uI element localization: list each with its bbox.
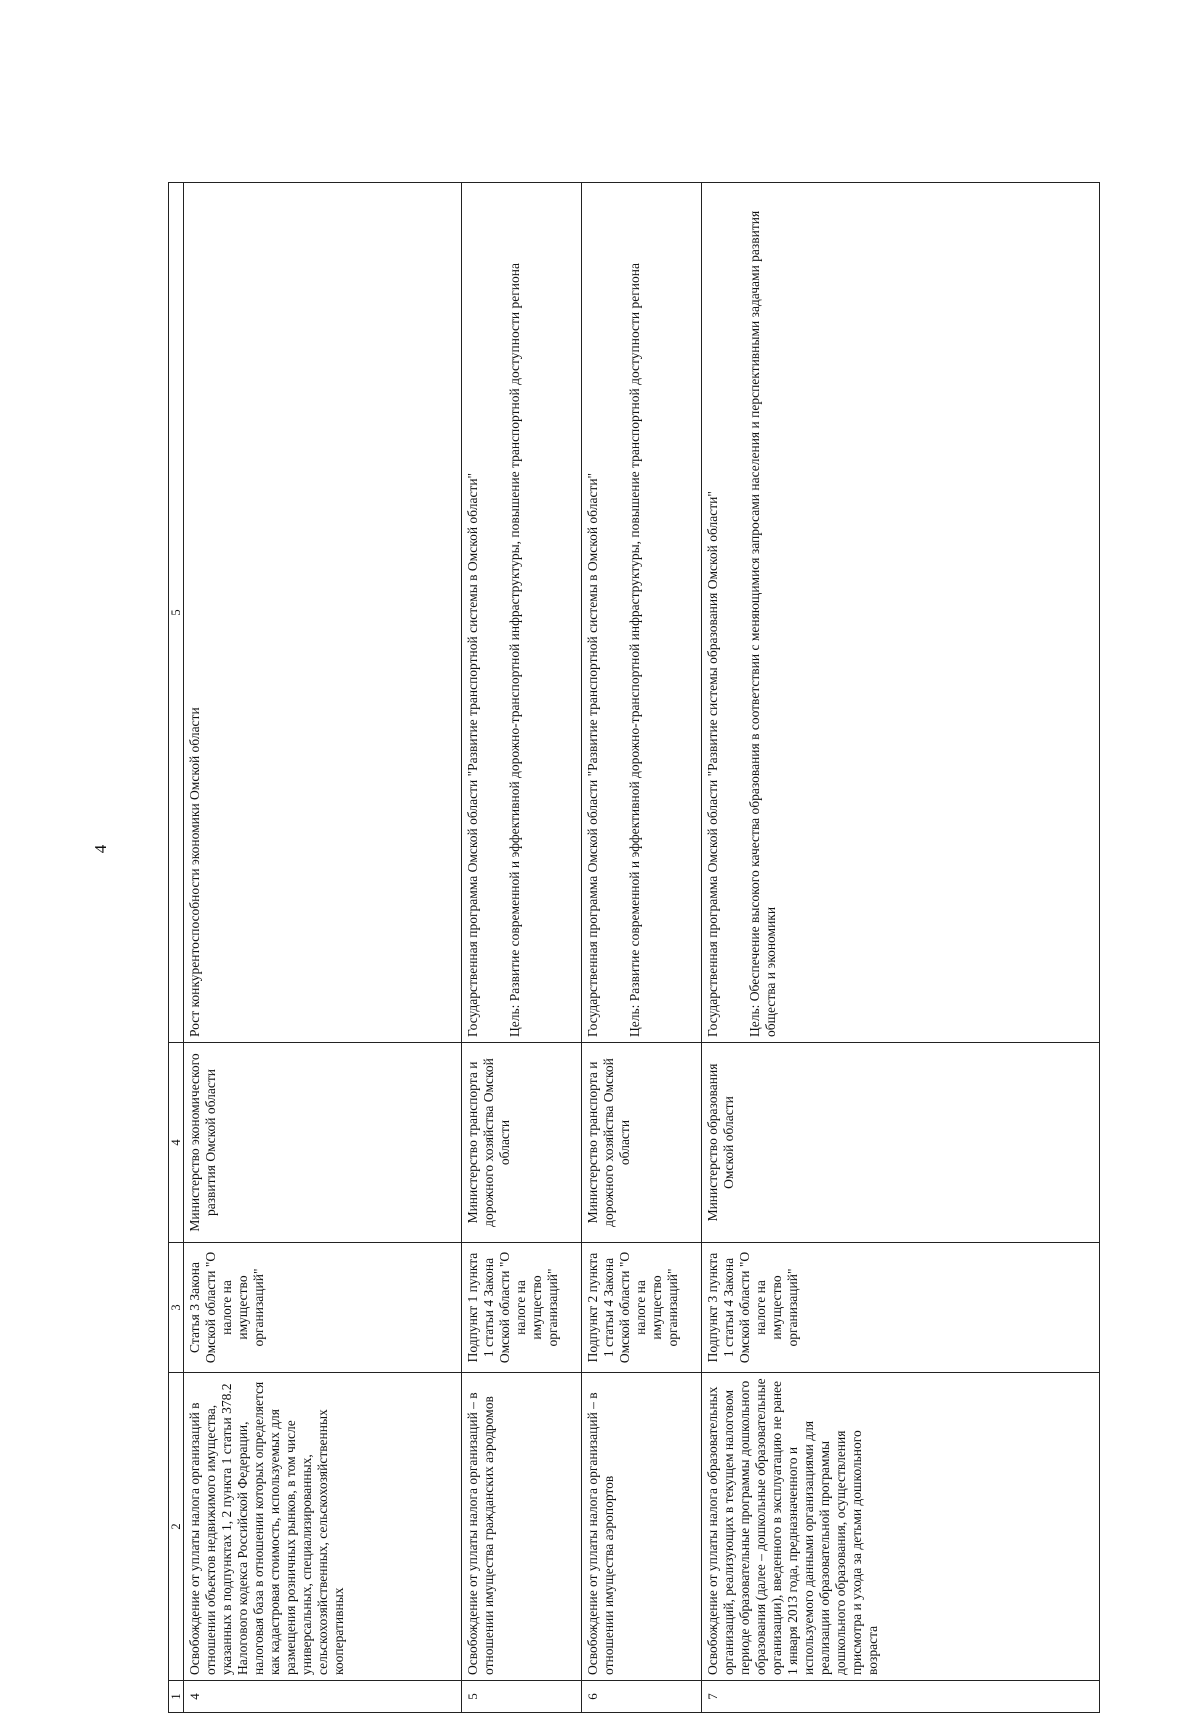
header-cell-5: 5	[169, 183, 184, 1043]
row-number: 4	[184, 1681, 462, 1713]
legal-basis: Подпункт 3 пункта 1 статьи 4 Закона Омской области "О налоге на имущество организаций"	[702, 1243, 1100, 1373]
row-number: 5	[462, 1681, 582, 1713]
tax-benefits-table	[168, 183, 1100, 1713]
row-number: 6	[582, 1681, 702, 1713]
legal-basis: Статья 3 Закона Омской области "О налоге на имущество организаций"	[184, 1243, 462, 1373]
header-cell-2: 2	[169, 1373, 184, 1681]
program-title: Государственная программа Омской области "Развитие транспортной системы в Омской области"	[585, 472, 600, 1037]
header-cell-4: 4	[169, 1043, 184, 1243]
program-goal: Цель: Обеспечение высокого качества образования в соответствии с меняющимися запросами населения и перспективными задачами развития общества и экономики	[747, 210, 778, 1037]
curator: Министерство экономического развития Омской области	[184, 1043, 462, 1243]
goal-cell	[582, 183, 702, 1043]
table-row	[462, 183, 582, 1713]
goal-cell	[462, 183, 582, 1043]
program-goal: Цель: Развитие современной и эффективной дорожно-транспортной инфраструктуры, повышение транспортной доступности региона	[507, 263, 522, 1037]
row-number: 7	[702, 1681, 1100, 1713]
program-goal: Цель: Развитие современной и эффективной дорожно-транспортной инфраструктуры, повышение транспортной доступности региона	[627, 263, 642, 1037]
table-header-row	[169, 183, 184, 1713]
benefit-description: Освобождение от уплаты налога организаций – в отношении имущества аэропортов	[582, 1373, 702, 1681]
benefit-description: Освобождение от уплаты налога организаций в отношении объектов недвижимого имущества, указанных в подпунктах 1, 2 пункта 1 статьи 378.2 Налогового кодекса Российской Федерации, налоговая база в отношении которых определяется как кадастровая стоимость, используемых для размещения розничных рынков, в том числе универсальных, специализированных, сельскохозяйственных, сельскохозяйственных кооперативных	[184, 1373, 462, 1681]
curator: Министерство транспорта и дорожного хозяйства Омской области	[462, 1043, 582, 1243]
page-number: 4	[91, 844, 110, 854]
legal-basis: Подпункт 1 пункта 1 статьи 4 Закона Омской области "О налоге на имущество организаций"	[462, 1243, 582, 1373]
benefit-description: Освобождение от уплаты налога организаций – в отношении имущества гражданских аэродромов	[462, 1373, 582, 1681]
table-row	[184, 183, 462, 1713]
program-title: Государственная программа Омской области "Развитие системы образования Омской области"	[705, 491, 720, 1037]
program-title: Государственная программа Омской области "Развитие транспортной системы в Омской области"	[465, 472, 480, 1037]
header-cell-3: 3	[169, 1243, 184, 1373]
program-title: Рост конкурентоспособности экономики Омской области	[187, 707, 202, 1037]
curator: Министерство образования Омской области	[702, 1043, 1100, 1243]
legal-basis: Подпункт 2 пункта 1 статьи 4 Закона Омской области "О налоге на имущество организаций"	[582, 1243, 702, 1373]
goal-cell	[184, 183, 462, 1043]
goal-cell	[702, 183, 1100, 1043]
table-row	[702, 183, 1100, 1713]
header-cell-1: 1	[169, 1681, 184, 1713]
table-row	[582, 183, 702, 1713]
curator: Министерство транспорта и дорожного хозяйства Омской области	[582, 1043, 702, 1243]
benefit-description: Освобождение от уплаты налога образовательных организаций, реализующих в текущем налоговом периоде образовательные программы дошкольного образования (далее – дошкольные образовательные организации), введенного в эксплуатацию не ранее 1 января 2013 года, предназначенного и используемого данными организациями для реализации образовательной программы дошкольного образования, осуществления присмотра и ухода за детьми дошкольного возраста	[702, 1373, 1100, 1681]
